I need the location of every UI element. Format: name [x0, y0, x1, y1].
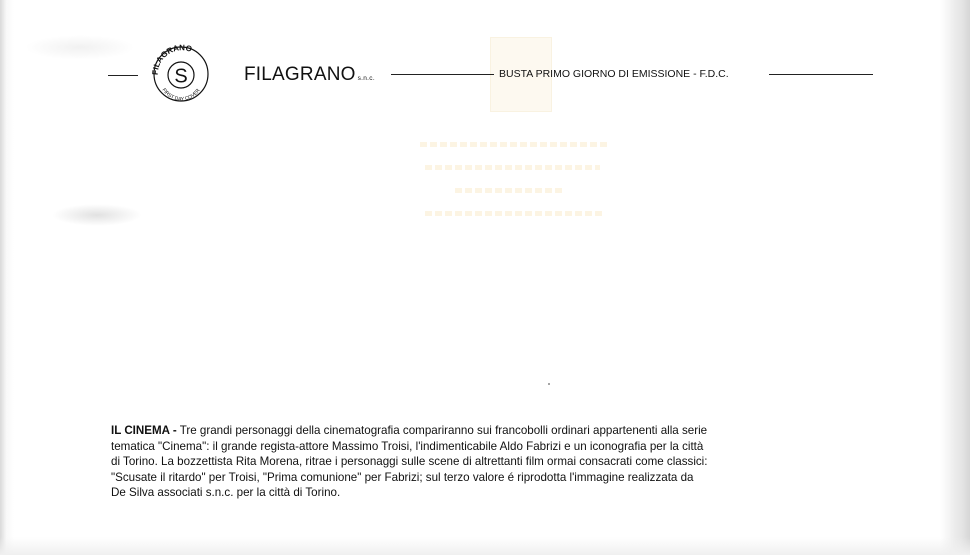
seal-text-top: FILAGRANO — [150, 44, 193, 76]
envelope-left-edge — [0, 0, 6, 555]
brand-suffix: s.n.c. — [357, 75, 375, 82]
paper-dot — [548, 383, 550, 385]
header-rule-left — [108, 75, 138, 76]
seal-text-bottom: FIRST DAY COVER — [160, 87, 202, 103]
show-through-address — [420, 142, 610, 222]
header-rule-right — [769, 74, 873, 75]
paper-smudge — [25, 35, 135, 60]
filagrano-seal-logo — [145, 44, 217, 104]
first-day-cover-label: BUSTA PRIMO GIORNO DI EMISSIONE - F.D.C. — [499, 68, 729, 80]
envelope-bottom-shade — [0, 537, 970, 555]
seal-letter: S — [174, 65, 188, 88]
envelope-right-edge — [940, 0, 970, 555]
paper-smudge — [52, 204, 142, 226]
brand-name — [244, 64, 375, 86]
description-line-5: De Silva associati s.n.c. per la città di Torino. — [111, 486, 341, 500]
description-line-3: di Torino. La bozzettista Rita Morena, ritrae i personaggi sulle scene di altrettanti film ormai consacrati come classici: — [111, 455, 708, 469]
description-lead: IL CINEMA - — [111, 424, 177, 437]
description-line-2: tematica "Cinema": il grande regista-attore Massimo Troisi, l'indimenticabile Aldo Fabrizi e un iconografia per la città — [111, 439, 704, 453]
description-line-1-text: Tre grandi personaggi della cinematografia compariranno sui francobolli ordinari appartenenti alla serie — [176, 424, 708, 437]
issue-description — [111, 423, 871, 501]
header-rule-middle — [391, 74, 494, 75]
description-line-1 — [111, 423, 871, 439]
description-line-4: "Scusate il ritardo" per Troisi, "Prima comunione" per Fabrizi; sul terzo valore é riprodotta l'immagine realizzata da — [111, 470, 694, 484]
brand-name-text: FILAGRANO — [244, 64, 356, 85]
